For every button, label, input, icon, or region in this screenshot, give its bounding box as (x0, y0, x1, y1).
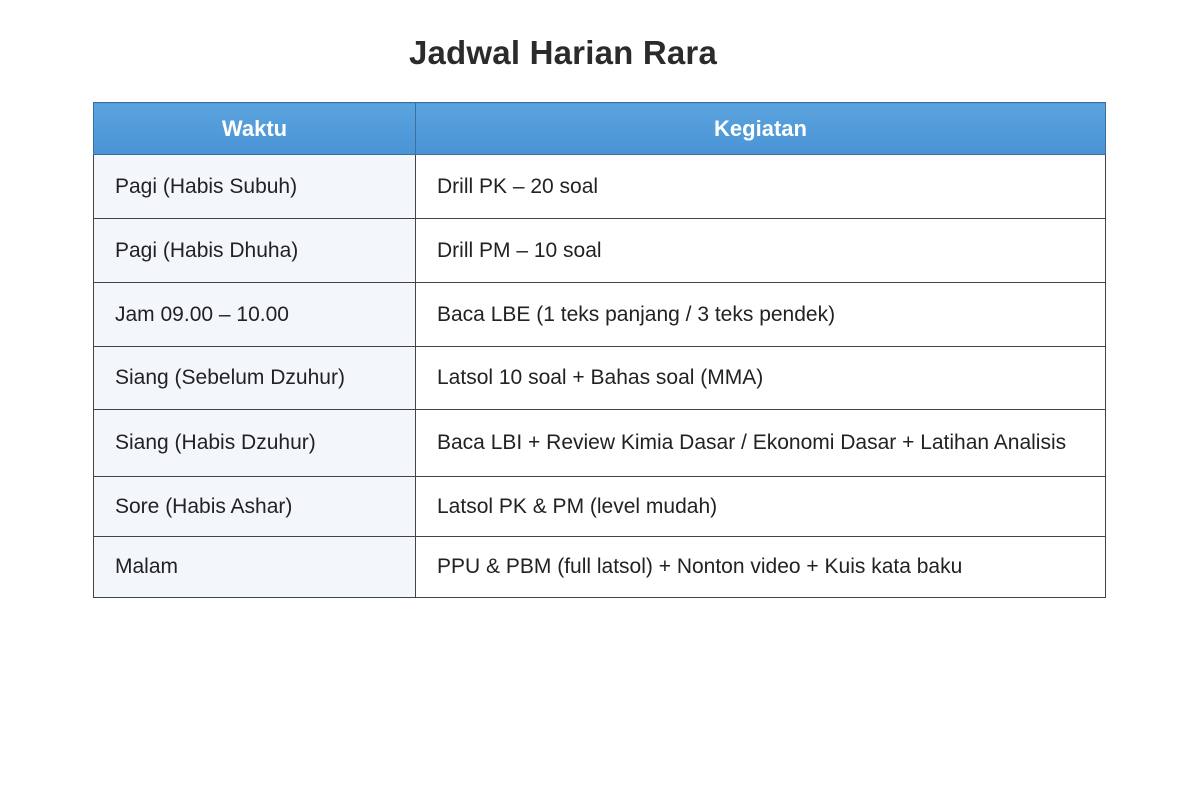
time-cell: Siang (Sebelum Dzuhur) (94, 347, 416, 410)
time-cell: Malam (94, 537, 416, 598)
table-header-row (94, 103, 1106, 155)
page-title: Jadwal Harian Rara (408, 34, 718, 71)
activity-cell: Latsol PK & PM (level mudah) (416, 477, 1106, 537)
time-cell: Pagi (Habis Subuh) (94, 155, 416, 219)
activity-cell: PPU & PBM (full latsol) + Nonton video + Kuis kata baku (416, 537, 1106, 598)
header-time: Waktu (94, 103, 416, 155)
table-row (94, 537, 1106, 598)
table-row (94, 477, 1106, 537)
table-row (94, 347, 1106, 410)
table-row (94, 219, 1106, 283)
header-activity: Kegiatan (416, 103, 1106, 155)
activity-cell: Baca LBI + Review Kimia Dasar / Ekonomi Dasar + Latihan Analisis (416, 410, 1106, 477)
activity-cell: Baca LBE (1 teks panjang / 3 teks pendek) (416, 283, 1106, 347)
activity-cell: Drill PM – 10 soal (416, 219, 1106, 283)
activity-cell: Latsol 10 soal + Bahas soal (MMA) (416, 347, 1106, 410)
schedule-table (93, 102, 1106, 598)
activity-cell: Drill PK – 20 soal (416, 155, 1106, 219)
time-cell: Siang (Habis Dzuhur) (94, 410, 416, 477)
time-cell: Sore (Habis Ashar) (94, 477, 416, 537)
table-row (94, 155, 1106, 219)
table-row (94, 410, 1106, 477)
table-row (94, 283, 1106, 347)
time-cell: Jam 09.00 – 10.00 (94, 283, 416, 347)
time-cell: Pagi (Habis Dhuha) (94, 219, 416, 283)
